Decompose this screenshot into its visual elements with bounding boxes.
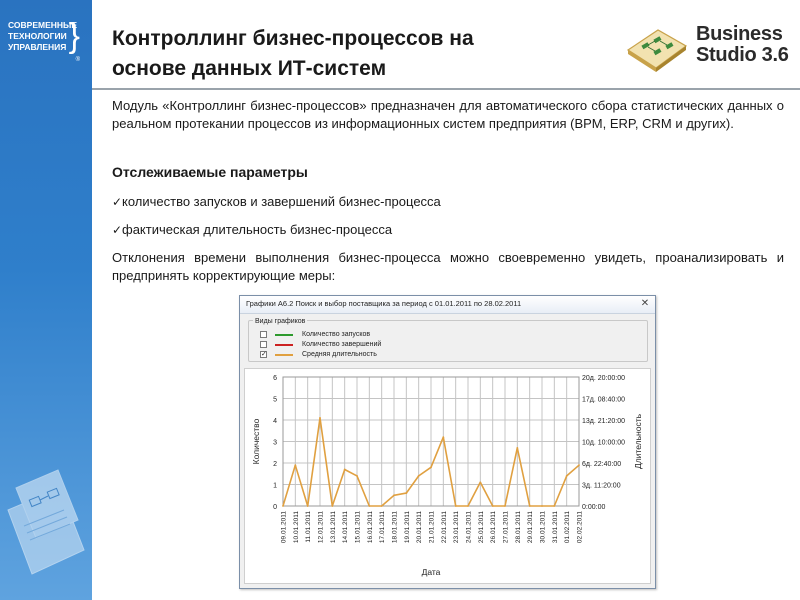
x-tick-label: 13.01.2011 bbox=[329, 511, 337, 544]
y-tick-label: 4 bbox=[273, 418, 277, 425]
data-point bbox=[368, 505, 370, 507]
data-point bbox=[356, 475, 358, 477]
page-title bbox=[112, 24, 592, 84]
header-divider bbox=[92, 88, 800, 90]
legend-swatch bbox=[275, 344, 293, 346]
intro-paragraph: Модуль «Контроллинг бизнес-процессов» предназначен для автоматического сбора статистических данных о реальном протекании процессов из информационных систем предприятия (BPM, ERP, CRM и других). bbox=[112, 98, 784, 131]
data-point bbox=[516, 447, 518, 449]
data-point bbox=[307, 505, 309, 507]
x-tick-label: 20.01.2011 bbox=[416, 511, 424, 544]
x-tick-label: 12.01.2011 bbox=[317, 511, 325, 544]
x-tick-label: 10.01.2011 bbox=[292, 511, 300, 544]
y-tick-label: 3 bbox=[273, 439, 277, 447]
checkmark-icon: ✓ bbox=[112, 223, 123, 237]
brand-brace: } bbox=[68, 17, 80, 55]
y-tick-label: 0 bbox=[273, 504, 277, 511]
x-tick-label: 24.01.2011 bbox=[465, 511, 473, 544]
charts-window bbox=[239, 295, 656, 589]
y2-tick-label: 17д. 08:40:00 bbox=[582, 396, 626, 404]
window-titlebar[interactable] bbox=[240, 296, 655, 314]
x-tick-label: 09.01.2011 bbox=[280, 511, 288, 544]
data-point bbox=[455, 505, 457, 507]
x-tick-label: 15.01.2011 bbox=[354, 511, 362, 544]
duration-line-chart bbox=[245, 369, 650, 583]
x-tick-label: 25.01.2011 bbox=[477, 511, 485, 544]
y2-tick-label: 20д. 20:00:00 bbox=[582, 375, 626, 382]
x-tick-label: 16.01.2011 bbox=[366, 511, 374, 544]
brand-registered-mark: ® bbox=[75, 57, 80, 63]
chart-panel bbox=[244, 368, 651, 584]
y2-tick-label: 6д. 22:40:00 bbox=[582, 461, 622, 468]
params-heading: Отслеживаемые параметры bbox=[112, 164, 308, 180]
y2-tick-label: 13д. 21:20:00 bbox=[582, 418, 626, 425]
data-point bbox=[393, 494, 395, 496]
y2-tick-label: 10д. 10:00:00 bbox=[582, 439, 626, 447]
param-item bbox=[112, 221, 392, 239]
brand-line-1: СОВРЕМЕННЫЕ bbox=[8, 20, 78, 30]
data-point bbox=[430, 466, 432, 468]
brand-line-2: ТЕХНОЛОГИИ bbox=[8, 31, 67, 41]
data-point bbox=[294, 464, 296, 466]
logo-line-1: Business bbox=[696, 23, 783, 45]
y2-tick-label: 3д. 11:20:00 bbox=[582, 482, 621, 490]
legend-label: Количество завершений bbox=[302, 341, 382, 348]
x-tick-label: 01.02.2011 bbox=[564, 511, 572, 544]
y-axis-title: Количество bbox=[251, 418, 261, 465]
y2-axis-title: Длительность bbox=[633, 413, 643, 470]
data-point bbox=[578, 464, 580, 466]
page-title-line-2: основе данных ИТ-систем bbox=[112, 57, 387, 80]
data-point bbox=[344, 469, 346, 471]
x-tick-label: 31.01.2011 bbox=[551, 511, 559, 544]
business-studio-logo bbox=[620, 18, 795, 78]
window-title: Графики А6.2 Поиск и выбор поставщика за период с 01.01.2011 по 28.02.2011 bbox=[246, 299, 522, 308]
data-point bbox=[566, 475, 568, 477]
x-tick-label: 17.01.2011 bbox=[379, 511, 387, 544]
x-tick-label: 28.01.2011 bbox=[514, 511, 522, 544]
brand-logo bbox=[8, 17, 84, 63]
data-point bbox=[319, 417, 321, 419]
process-diagram-logo-icon bbox=[624, 20, 690, 76]
data-point bbox=[553, 505, 555, 507]
brand-line-3: УПРАВЛЕНИЯ bbox=[8, 42, 67, 52]
x-tick-label: 11.01.2011 bbox=[305, 511, 313, 543]
legend-checkbox[interactable] bbox=[260, 331, 267, 338]
y-tick-label: 1 bbox=[273, 482, 277, 490]
logo-wordmark bbox=[696, 24, 789, 66]
x-tick-label: 21.01.2011 bbox=[428, 511, 436, 544]
legend-checkbox-checked[interactable]: ✓ bbox=[261, 351, 267, 358]
legend-label: Средняя длительность bbox=[302, 351, 377, 358]
checkmark-icon: ✓ bbox=[112, 195, 123, 209]
documents-illustration-icon bbox=[0, 440, 92, 600]
data-point bbox=[467, 505, 469, 507]
data-point bbox=[479, 481, 481, 483]
page-title-line-1: Контроллинг бизнес-процессов на bbox=[112, 27, 474, 50]
data-point bbox=[381, 505, 383, 507]
y-tick-label: 2 bbox=[273, 461, 277, 468]
x-tick-label: 29.01.2011 bbox=[527, 511, 535, 544]
left-sidebar bbox=[0, 0, 92, 600]
legend-swatch bbox=[275, 334, 293, 336]
x-tick-label: 19.01.2011 bbox=[403, 511, 411, 544]
data-point bbox=[529, 505, 531, 507]
x-tick-label: 18.01.2011 bbox=[391, 511, 399, 544]
data-point bbox=[405, 492, 407, 494]
graph-types-label: Виды графиков bbox=[255, 318, 306, 325]
x-tick-label: 22.01.2011 bbox=[440, 511, 448, 544]
logo-line-2: Studio 3.6 bbox=[696, 44, 789, 66]
close-icon[interactable]: ✕ bbox=[640, 298, 650, 309]
data-point bbox=[418, 475, 420, 477]
param-item-text: количество запусков и завершений бизнес-процесса bbox=[122, 194, 441, 209]
legend-label: Количество запусков bbox=[302, 331, 371, 338]
x-axis-title: Дата bbox=[421, 567, 441, 577]
x-tick-label: 27.01.2011 bbox=[502, 511, 510, 544]
param-item bbox=[112, 193, 441, 211]
x-tick-label: 30.01.2011 bbox=[539, 511, 547, 544]
deviation-paragraph: Отклонения времени выполнения бизнес-процесса можно своевременно увидеть, проанализировать и предпринять корректирующие меры: bbox=[112, 250, 784, 283]
data-point bbox=[331, 505, 333, 507]
x-tick-label: 02.02.2011 bbox=[576, 511, 584, 544]
data-point bbox=[504, 505, 506, 507]
y-tick-label: 5 bbox=[273, 396, 277, 404]
data-point bbox=[282, 505, 284, 507]
data-point bbox=[442, 436, 444, 438]
y-tick-label: 6 bbox=[273, 375, 277, 382]
legend-swatch bbox=[275, 354, 293, 356]
param-item-text: фактическая длительность бизнес-процесса bbox=[122, 222, 393, 237]
data-point bbox=[492, 505, 494, 507]
data-point bbox=[541, 505, 543, 507]
x-tick-label: 14.01.2011 bbox=[342, 511, 350, 544]
y2-tick-label: 0:00:00 bbox=[582, 504, 606, 511]
x-tick-label: 26.01.2011 bbox=[490, 511, 498, 544]
x-tick-label: 23.01.2011 bbox=[453, 511, 461, 544]
legend-checkbox[interactable] bbox=[260, 341, 267, 348]
